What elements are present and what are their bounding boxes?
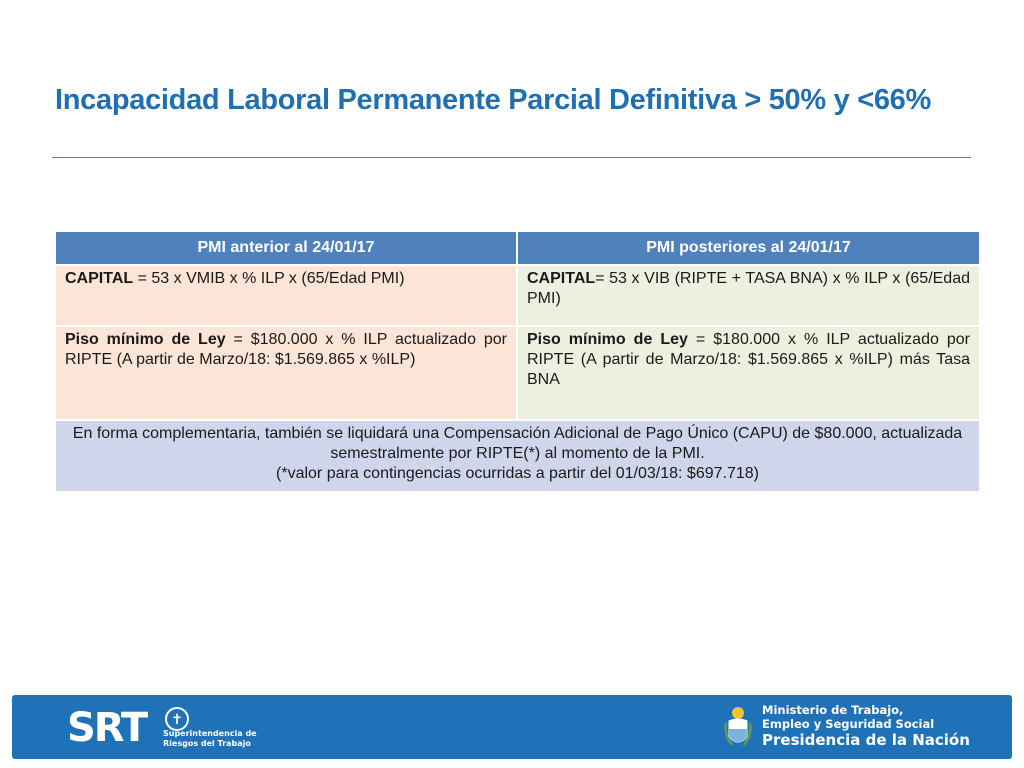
cross-circle-icon: ✝ — [165, 707, 189, 731]
capu-footnote: (*valor para contingencias ocurridas a partir del 01/03/18: $697.718) — [276, 465, 759, 482]
srt-sub-line2: Riesgos del Trabajo — [163, 739, 251, 748]
table-row-piso-minimo — [55, 326, 980, 420]
cell-piso-posteriores — [517, 326, 980, 420]
table-header-row — [55, 231, 980, 265]
capital-formula: = 53 x VMIB x % ILP x (65/Edad PMI) — [133, 270, 405, 287]
piso-label: Piso mínimo de Ley — [65, 331, 226, 348]
piso-formula: = $180.000 x % ILP actualizado por RIPTE (A partir de Marzo/18: $1.569.865 x %ILP) — [65, 331, 508, 368]
srt-logo-letters: SRT — [67, 705, 147, 751]
cell-capu-note — [55, 420, 980, 492]
cell-capital-posteriores — [517, 265, 980, 326]
srt-logo — [67, 705, 277, 751]
capital-formula: = 53 x VIB (RIPTE + TASA BNA) x % ILP x (65/Edad PMI) — [527, 270, 970, 307]
srt-logo-subtitle — [163, 729, 257, 749]
pmi-comparison-table — [54, 230, 981, 493]
cell-piso-anterior — [55, 326, 517, 420]
title-divider — [52, 157, 971, 158]
capital-label: CAPITAL — [65, 270, 134, 287]
piso-formula: = $180.000 x % ILP actualizado por RIPTE (A partir de Marzo/18: $1.569.865 x %ILP) más Tasa BNA — [527, 331, 971, 388]
ministry-logo — [762, 703, 970, 750]
header-pmi-posteriores: PMI posteriores al 24/01/17 — [517, 231, 980, 265]
header-pmi-anterior: PMI anterior al 24/01/17 — [55, 231, 517, 265]
srt-sub-line1: Superintendencia de — [163, 729, 257, 738]
table-row-capu — [55, 420, 980, 492]
piso-label: Piso mínimo de Ley — [527, 331, 688, 348]
capital-label: CAPITAL — [527, 270, 596, 287]
capu-text: En forma complementaria, también se liquidará una Compensación Adicional de Pago Único (CAPU) de $80.000, actualizada semestralmente por RIPTE(*) al momento de la PMI. — [72, 425, 963, 462]
cell-capital-anterior — [55, 265, 517, 326]
footer-band — [12, 695, 1012, 759]
coat-of-arms-icon — [724, 705, 752, 749]
ministry-line2: Empleo y Seguridad Social — [762, 717, 935, 731]
slide-title: Incapacidad Laboral Permanente Parcial Definitiva > 50% y <66% — [55, 84, 931, 116]
table-row-capital — [55, 265, 980, 326]
ministry-line1: Ministerio de Trabajo, — [762, 703, 904, 717]
ministry-line3: Presidencia de la Nación — [762, 731, 970, 749]
